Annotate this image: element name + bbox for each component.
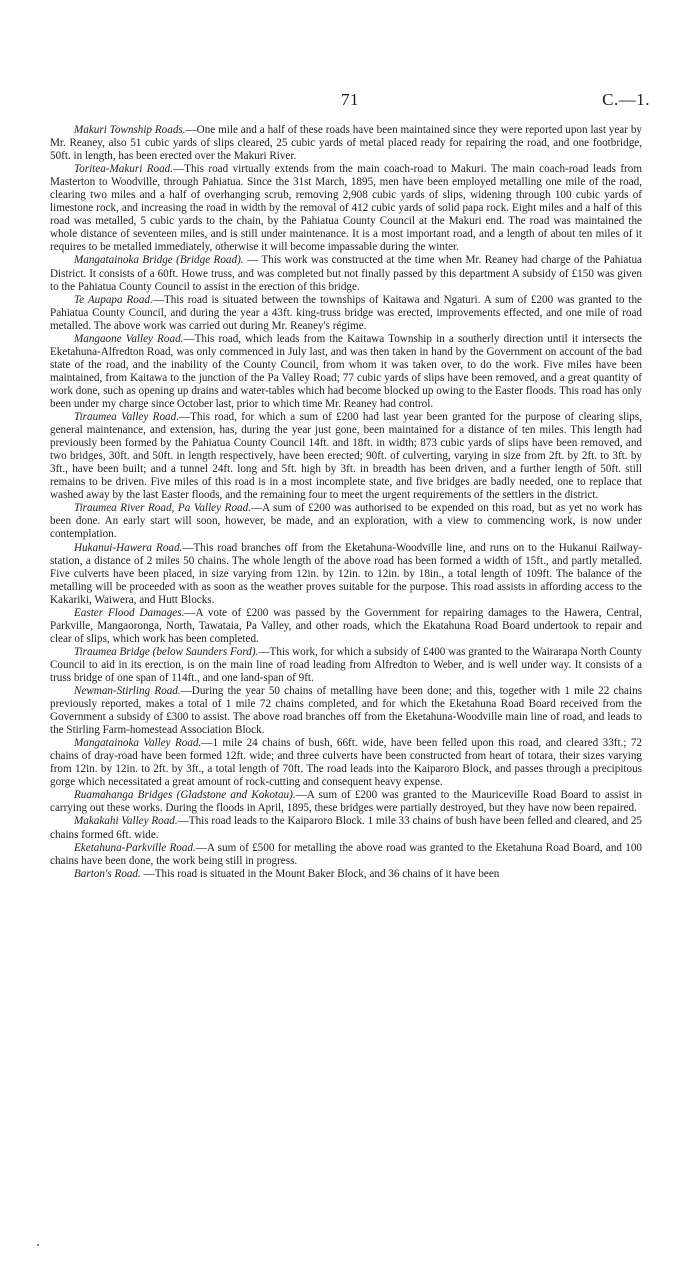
paragraph-mangatainoka-bridge: [50, 254, 642, 293]
paragraph-heading: Tiraumea Bridge (below Saunders Ford).: [74, 645, 259, 658]
paragraph-text: —This road is situated in the Mount Baker Block, and 36 chains of it have been: [140, 867, 500, 880]
paragraph-heading: Barton's Road.: [74, 867, 141, 880]
paragraph-text: —This road leads to the Kaiparoro Block. 1 mile 33 chains of bush have been felled and cleared, and 25 chains formed 6ft. wide.: [50, 815, 642, 841]
paragraph-easter-flood-damages: [50, 607, 642, 646]
paragraph-heading: Newman-Stirling Road.: [74, 685, 181, 698]
paragraph-heading: Mangaone Valley Road.: [74, 332, 184, 345]
paragraph-eketahuna-parkville-road: [50, 842, 642, 868]
paragraph-heading: Te Aupapa Road.: [74, 293, 153, 306]
paragraph-toritea-makuri-road: [50, 163, 642, 254]
paragraph-heading: Makuri Township Roads.: [74, 124, 186, 136]
paragraph-tiraumea-valley-road: [50, 411, 642, 502]
paragraph-text: —This work, for which a subsidy of £400 was granted to the Wairarapa North County Council to aid in its erection, is on the main line of road leading from Alfredton to Weber, and is well under way. It consists of a truss bridge of one span of 114ft., and one land-span of 9ft.: [50, 645, 643, 684]
paragraph-text: —A vote of £200 was passed by the Government for repairing damages to the Hawera, Central, Parkville, Mangaoronga, North, Tawataia, Pa Valley, and other roads, which the Ekatahuna Road Board undertook to repair and clear of slips, which work has been completed.: [50, 606, 642, 645]
paragraph-text: —This road branches off from the Eketahuna-Woodville line, and runs on to the Hukanui Railway-station, a distance of 2 miles 50 chains. The whole length of the above road has been formed a width of 15ft., and partly metalled. Five culverts have been placed, in size varying from 12in. by 12in. to 12in. by 18in., a total length of 109ft. The balance of the metalling will be proceeded with as soon as the weather proves suitable for the purpose. This road assists in affording access to the Kakariki, Waiwera, and Hutt Blocks.: [50, 541, 643, 606]
paragraph-heading: Makakahi Valley Road.: [74, 815, 178, 828]
paragraph-ruamahanga-bridges: [50, 789, 642, 815]
paragraph-text: —A sum of £500 for metalling the above road was granted to the Eketahuna Road Board, and 100 chains have been done, the work being still in progress.: [50, 841, 642, 867]
paragraph-heading: Tiraumea River Road, Pa Valley Road.: [74, 502, 251, 515]
paragraph-heading: Hukanui-Hawera Road.: [74, 541, 183, 554]
paragraph-text: —1 mile 24 chains of bush, 66ft. wide, have been felled upon this road, and cleared 33ft.; 72 chains of dray-road have been formed 12ft. wide; and three culverts have been constructed from heart of totara, their sizes varying from 12in. by 12in. to 2ft. by 3ft., a total length of 70ft. The road leads into the Kaiparoro Block, and passes through a precipitous gorge which necessitated a great amount of rock-cutting and consequent heavy expense.: [50, 737, 642, 789]
paragraph-makakahi-valley-road: [50, 815, 642, 841]
paragraph-heading: Mangatainoka Valley Road.: [74, 737, 202, 750]
paragraph-text: —This road, which leads from the Kaitawa Township in a southerly direction until it intersects the Eketahuna-Alfredton Road, was only commenced in July last, and was then taken in hand by the Government on account of the bad state of the road, and the inability of the County Council, from whom it was taken over, to do the work. Five miles have been maintained, from Kaitawa to the junction of the Pa Valley Road; 77 cubic yards of slips have been removed, and a great quantity of work done, such as opening up drains and water-tables which had become blocked up owing to the Easter floods. This road has only been under my charge since October last, prior to which time Mr. Reaney had control.: [50, 332, 642, 410]
paragraph-te-aupapa-road: [50, 294, 642, 333]
paragraph-text: — This work was constructed at the time when Mr. Reaney had charge of the Pahiatua District. It consists of a 60ft. Howe truss, and was completed but not finally passed by this department A subsidy of £150 was given to the Pahiatua County Council to assist in the erection of this bridge.: [50, 254, 642, 293]
document-reference: C.—1.: [602, 90, 650, 109]
paragraph-heading: Easter Flood Damages.: [74, 606, 185, 619]
paragraph-tiraumea-river-road: [50, 502, 642, 541]
paragraph-heading: Toritea-Makuri Road.: [74, 163, 174, 176]
paragraph-mangatainoka-valley-road: [50, 737, 642, 789]
paragraph-heading: Mangatainoka Bridge (Bridge Road).: [74, 254, 244, 267]
report-body: [50, 124, 642, 881]
paragraph-makuri-township-roads: [50, 124, 642, 163]
page-header: [0, 90, 700, 112]
paragraph-mangaone-valley-road: [50, 333, 642, 411]
paragraph-heading: Tiraumea Valley Road.: [74, 411, 179, 424]
paragraph-heading: Ruamahanga Bridges (Gladstone and Kokotau).: [74, 789, 296, 802]
paragraph-text: —A sum of £200 was granted to the Mauriceville Road Board to assist in carrying out these works. During the floods in April, 1895, these bridges were partially destroyed, but they have now been repaired.: [50, 789, 642, 815]
paragraph-newman-stirling-road: [50, 685, 642, 737]
paragraph-heading: Eketahuna-Parkville Road.: [74, 841, 196, 854]
page-number: 71: [341, 90, 359, 109]
scan-speck: [37, 1244, 39, 1246]
paragraph-text: —A sum of £200 was authorised to be expended on this road, but as yet no work has been done. An early start will soon, however, be made, and an exploration, with a view to commencing work, is now under contemplation.: [50, 502, 642, 541]
paragraph-text: —During the year 50 chains of metalling have been done; and this, together with 1 mile 22 chains previously reported, makes a total of 1 mile 72 chains completed, and for which the Eketahuna Road Board received from the Government a subsidy of £300 to assist. The above road branches off from the Eketahuna-Woodville main line of road, and leads to the Stirling Farm-homestead Association Block.: [50, 685, 642, 737]
paragraph-text: —One mile and a half of these roads have been maintained since they were reported upon last year by Mr. Reaney, also 51 cubic yards of slips cleared, 25 cubic yards of metal placed ready for repairing the road, and one footbridge, 50ft. in length, has been erected over the Makuri River.: [50, 124, 642, 163]
paragraph-text: —This road is situated between the townships of Kaitawa and Ngaturi. A sum of £200 was granted to the Pahiatua County Council, and during the year a 43ft. king-truss bridge was erected, improvements effected, and one mile of road metalled. The above work was carried out during Mr. Reaney's régime.: [50, 293, 642, 332]
paragraph-text: —This road, for which a sum of £200 had last year been granted for the purpose of clearing slips, general maintenance, and extension, has, during the year just gone, been maintained for a distance of ten miles. This length had previously been formed by the Pahiatua County Council 14ft. and 18ft. in width; 873 cubic yards of slips have been removed, and two bridges, 30ft. and 50ft. in length respectively, have been erected; 90ft. of culverting, varying in size from 2ft. by 2ft. to 3ft. by 3ft., have been built; and a tunnel 24ft. long and 5ft. high by 3ft. in breadth has been driven, and a further length of 50ft. still remains to be driven. Five miles of this road is in a most incomplete state, and five bridges are badly needed, one to replace that washed away by the last Easter floods, and the remaining four to meet the urgent requirements of the settlers in the district.: [50, 411, 642, 502]
paragraph-bartons-road: [50, 868, 642, 881]
paragraph-text: —This road virtually extends from the main coach-road to Makuri. The main coach-road leads from Masterton to Woodville, through Pahiatua. Since the 31st March, 1895, men have been employed metalling one mile of the road, clearing two miles and a half of overhanging scrub, removing 2,908 cubic yards of slips, widening through 100 cubic yards of limestone rock, and increasing the road in width by the removal of 412 cubic yards of solid papa rock. Eight miles and a half of this road was metalled, 5 cubic yards to the chain, by the Pahiatua County Council at the Makuri end. The road was maintained the whole distance of seventeen miles, and is still under maintenance. It is a most important road, and a length of about ten miles of it requires to be metalled immediately, otherwise it will become impassable during the winter.: [50, 163, 642, 254]
paragraph-hukanui-hawera-road: [50, 542, 642, 607]
paragraph-tiraumea-bridge: [50, 646, 642, 685]
